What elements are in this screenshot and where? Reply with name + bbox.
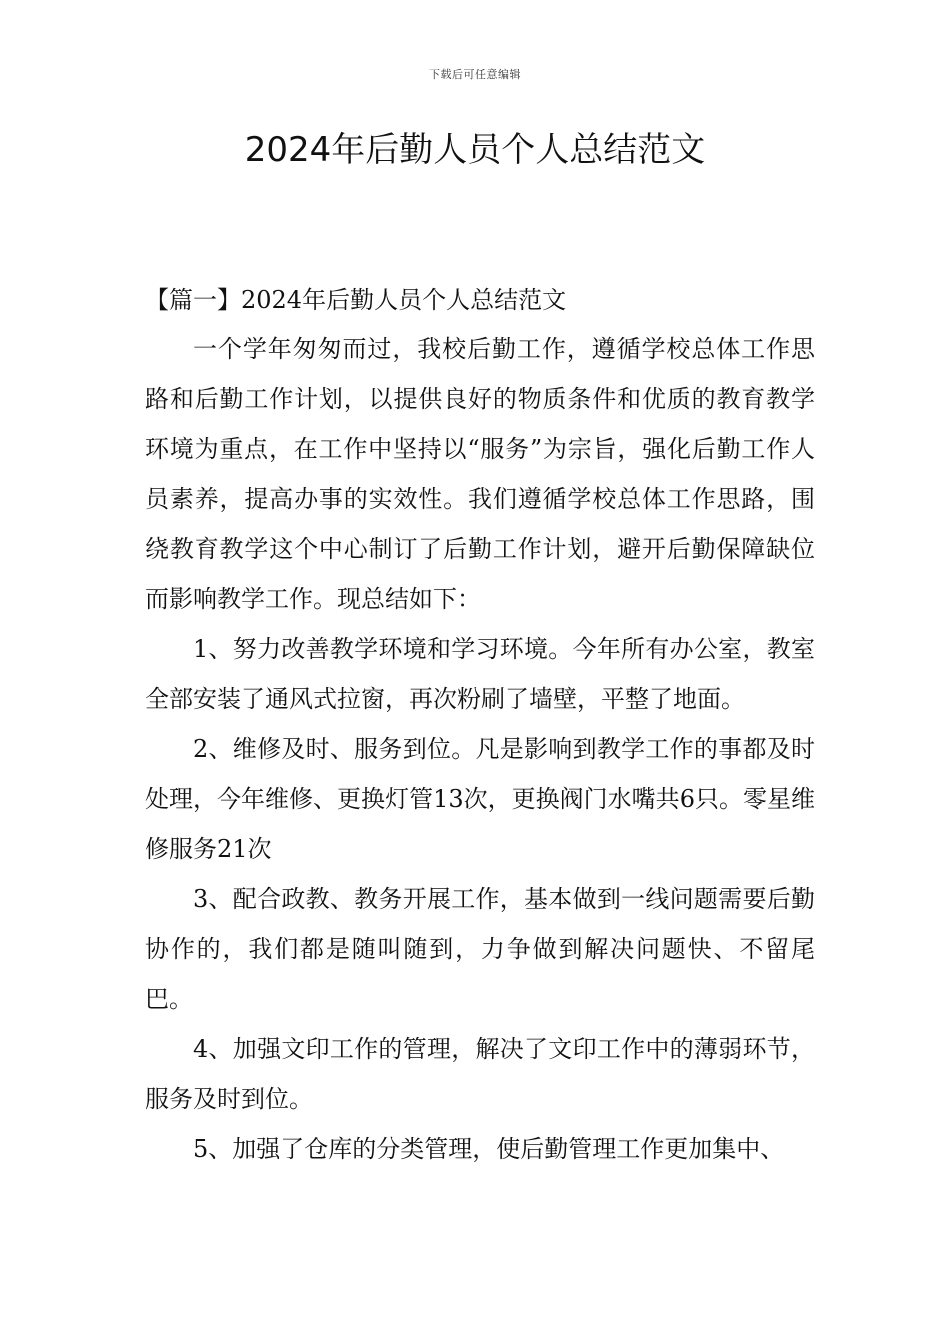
- document-body: [145, 280, 815, 1174]
- paragraph-item-5: 5、加强了仓库的分类管理，使后勤管理工作更加集中、: [193, 1135, 785, 1163]
- document-title: 2024年后勤人员个人总结范文: [244, 130, 706, 170]
- paragraph-item-4: 4、加强文印工作的管理，解决了文印工作中的薄弱环节，服务及时到位。: [145, 1035, 815, 1113]
- paragraph-item-3: 3、配合政教、教务开展工作，基本做到一线问题需要后勤协作的，我们都是随叫随到，力争做到解决问题快、不留尾巴。: [145, 885, 815, 1013]
- section-heading: 【篇一】2024年后勤人员个人总结范文: [145, 286, 567, 314]
- header-note: 下载后可任意编辑: [429, 68, 521, 81]
- paragraph-intro: 一个学年匆匆而过，我校后勤工作，遵循学校总体工作思路和后勤工作计划，以提供良好的物质条件和优质的教育教学环境为重点，在工作中坚持以“服务”为宗旨，强化后勤工作人员素养，提高办事的实效性。我们遵循学校总体工作思路，围绕教育教学这个中心制订了后勤工作计划，避开后勤保障缺位而影响教学工作。现总结如下：: [145, 335, 815, 613]
- paragraph-item-2: 2、维修及时、服务到位。凡是影响到教学工作的事都及时处理，今年维修、更换灯管13次，更换阀门水嘴共6只。零星维修服务21次: [145, 735, 815, 863]
- paragraph-item-1: 1、努力改善教学环境和学习环境。今年所有办公室，教室全部安装了通风式拉窗，再次粉刷了墙壁，平整了地面。: [145, 635, 815, 713]
